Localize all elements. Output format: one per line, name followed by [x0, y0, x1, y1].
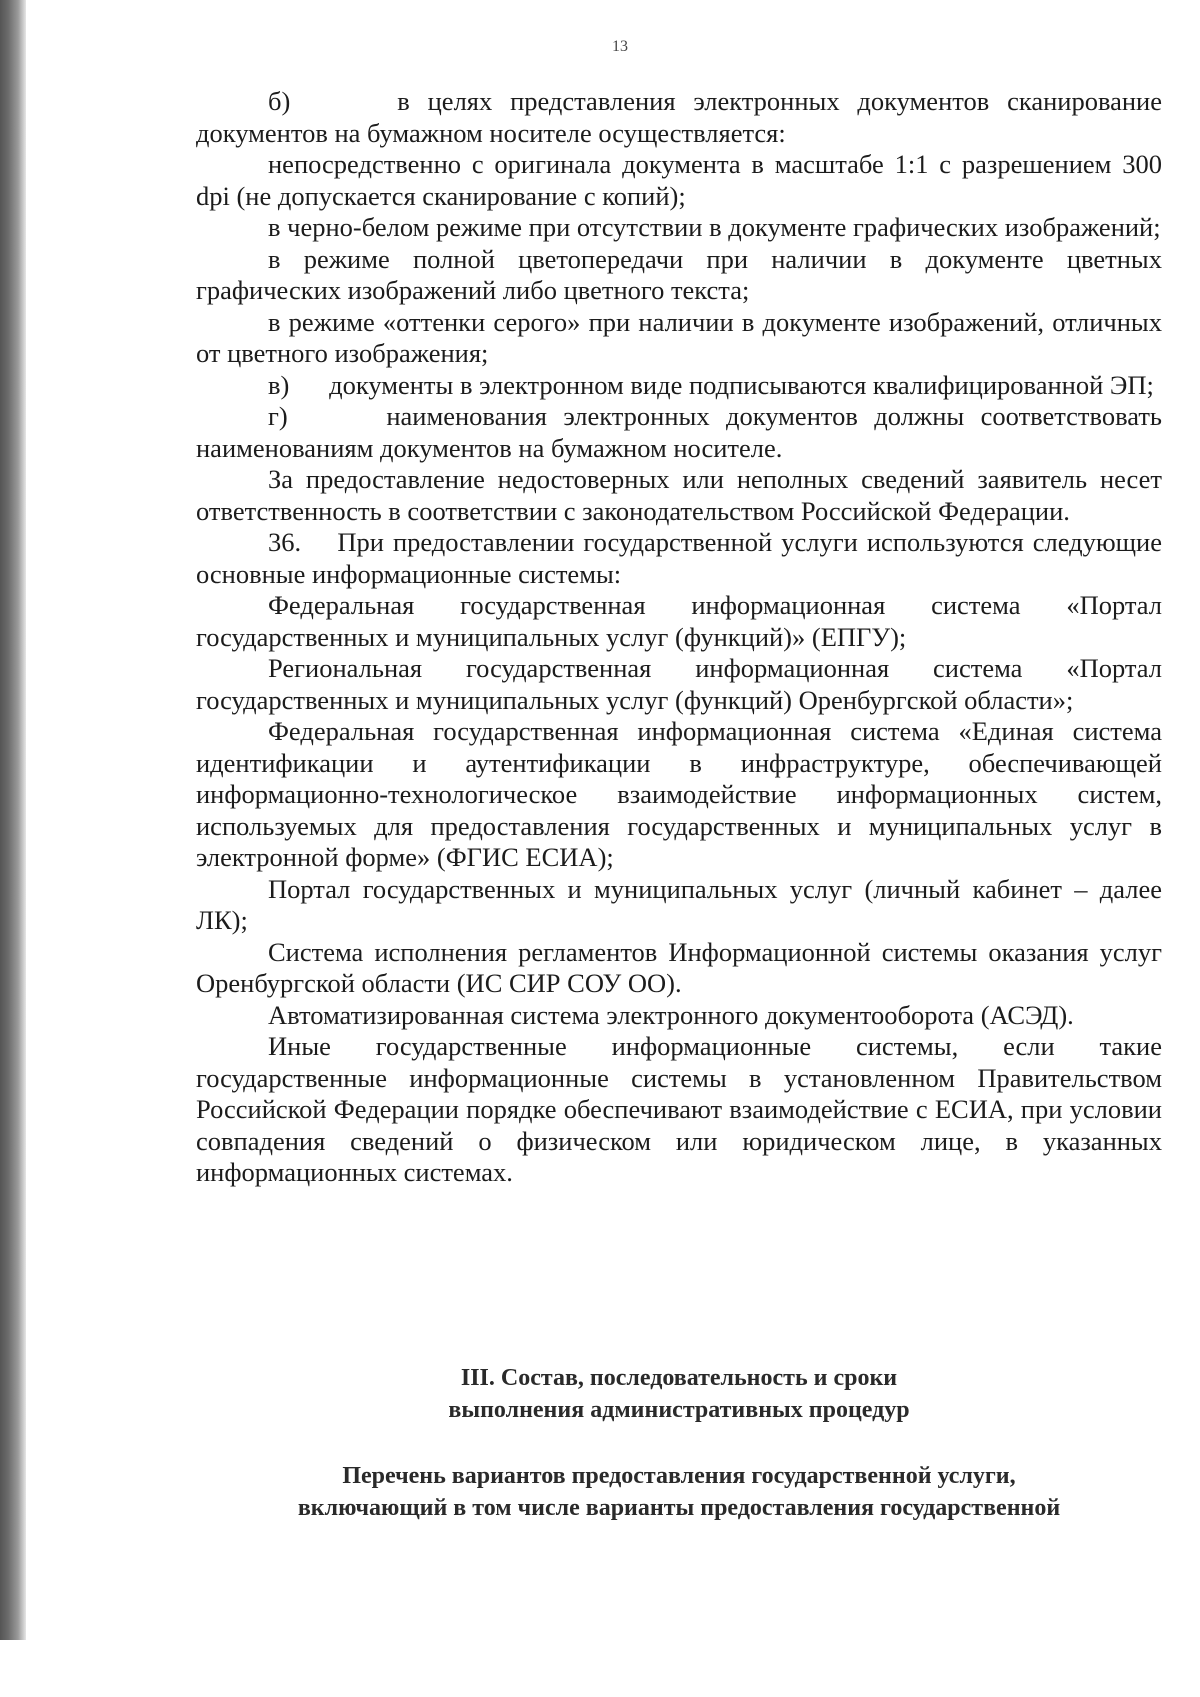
document-body [196, 86, 1162, 1189]
paragraph-ased: Автоматизированная система электронного документооборота (АСЭД). [268, 999, 1074, 1030]
paragraph-black-white-mode: в черно-белом режиме при отсутствии в документе графических изображений; [268, 212, 1161, 242]
paragraph-scan-original: непосредственно с оригинала документа в масштабе 1:1 с разрешением 300 dpi (не допускается сканирование с копий); [196, 149, 1162, 211]
paragraph-qualified-signature: в) документы в электронном виде подписываются квалифицированной ЭП; [268, 369, 1154, 400]
paragraph-other-systems: Иные государственные информационные системы, если такие государственные информационные системы в установленном Правительством Российской Федерации порядке обеспечивают взаимодействие с ЕСИА, при условии совпадения сведений о физическом или юридическом лице, в указанных информационных системах. [196, 1031, 1162, 1187]
subsection-heading [196, 1460, 1162, 1524]
subsection-heading-line-1: Перечень вариантов предоставления государственной услуги, [342, 1463, 1016, 1489]
paragraph-responsibility: За предоставление недостоверных или неполных сведений заявитель несет ответственность в соответствии с законодательством Российской Федерации. [196, 464, 1162, 526]
section-heading-line-2: выполнения административных процедур [448, 1397, 910, 1423]
paragraph-scanning-intro: б) в целях представления электронных документов сканирование документов на бумажном носителе осуществляется: [196, 86, 1162, 148]
paragraph-document-naming: г) наименования электронных документов должны соответствовать наименованиям документов на бумажном носителе. [196, 401, 1162, 463]
paragraph-item-36: 36. При предоставлении государственной услуги используются следующие основные информационные системы: [196, 527, 1162, 589]
page-number: 13 [612, 38, 628, 55]
paragraph-regional-portal: Региональная государственная информационная система «Портал государственных и муниципальных услуг (функций) Оренбургской области»; [196, 653, 1162, 715]
paragraph-fgis-esia: Федеральная государственная информационная система «Единая система идентификации и аутентификации в инфраструктуре, обеспечивающей информационно-технологическое взаимодействие информационных систем, используемых для предоставления государственных и муниципальных услуг в электронной форме» (ФГИС ЕСИА); [196, 716, 1162, 872]
paragraph-epgu: Федеральная государственная информационная система «Портал государственных и муниципальных услуг (функций)» (ЕПГУ); [196, 590, 1162, 652]
section-heading-line-1: III. Состав, последовательность и сроки [460, 1365, 898, 1391]
scan-edge-shadow [0, 0, 26, 1640]
paragraph-full-color-mode: в режиме полной цветопередачи при наличии в документе цветных графических изображений либо цветного текста; [196, 243, 1162, 305]
paragraph-personal-cabinet: Портал государственных и муниципальных услуг (личный кабинет – далее ЛК); [196, 873, 1162, 935]
paragraph-grayscale-mode: в режиме «оттенки серого» при наличии в документе изображений, отличных от цветного изображения; [196, 306, 1162, 368]
paragraph-is-sir-sou: Система исполнения регламентов Информационной системы оказания услуг Оренбургской области (ИС СИР СОУ ОО). [196, 936, 1162, 998]
subsection-heading-line-2: включающий в том числе варианты предоставления государственной [297, 1495, 1061, 1521]
section-heading [196, 1362, 1162, 1426]
